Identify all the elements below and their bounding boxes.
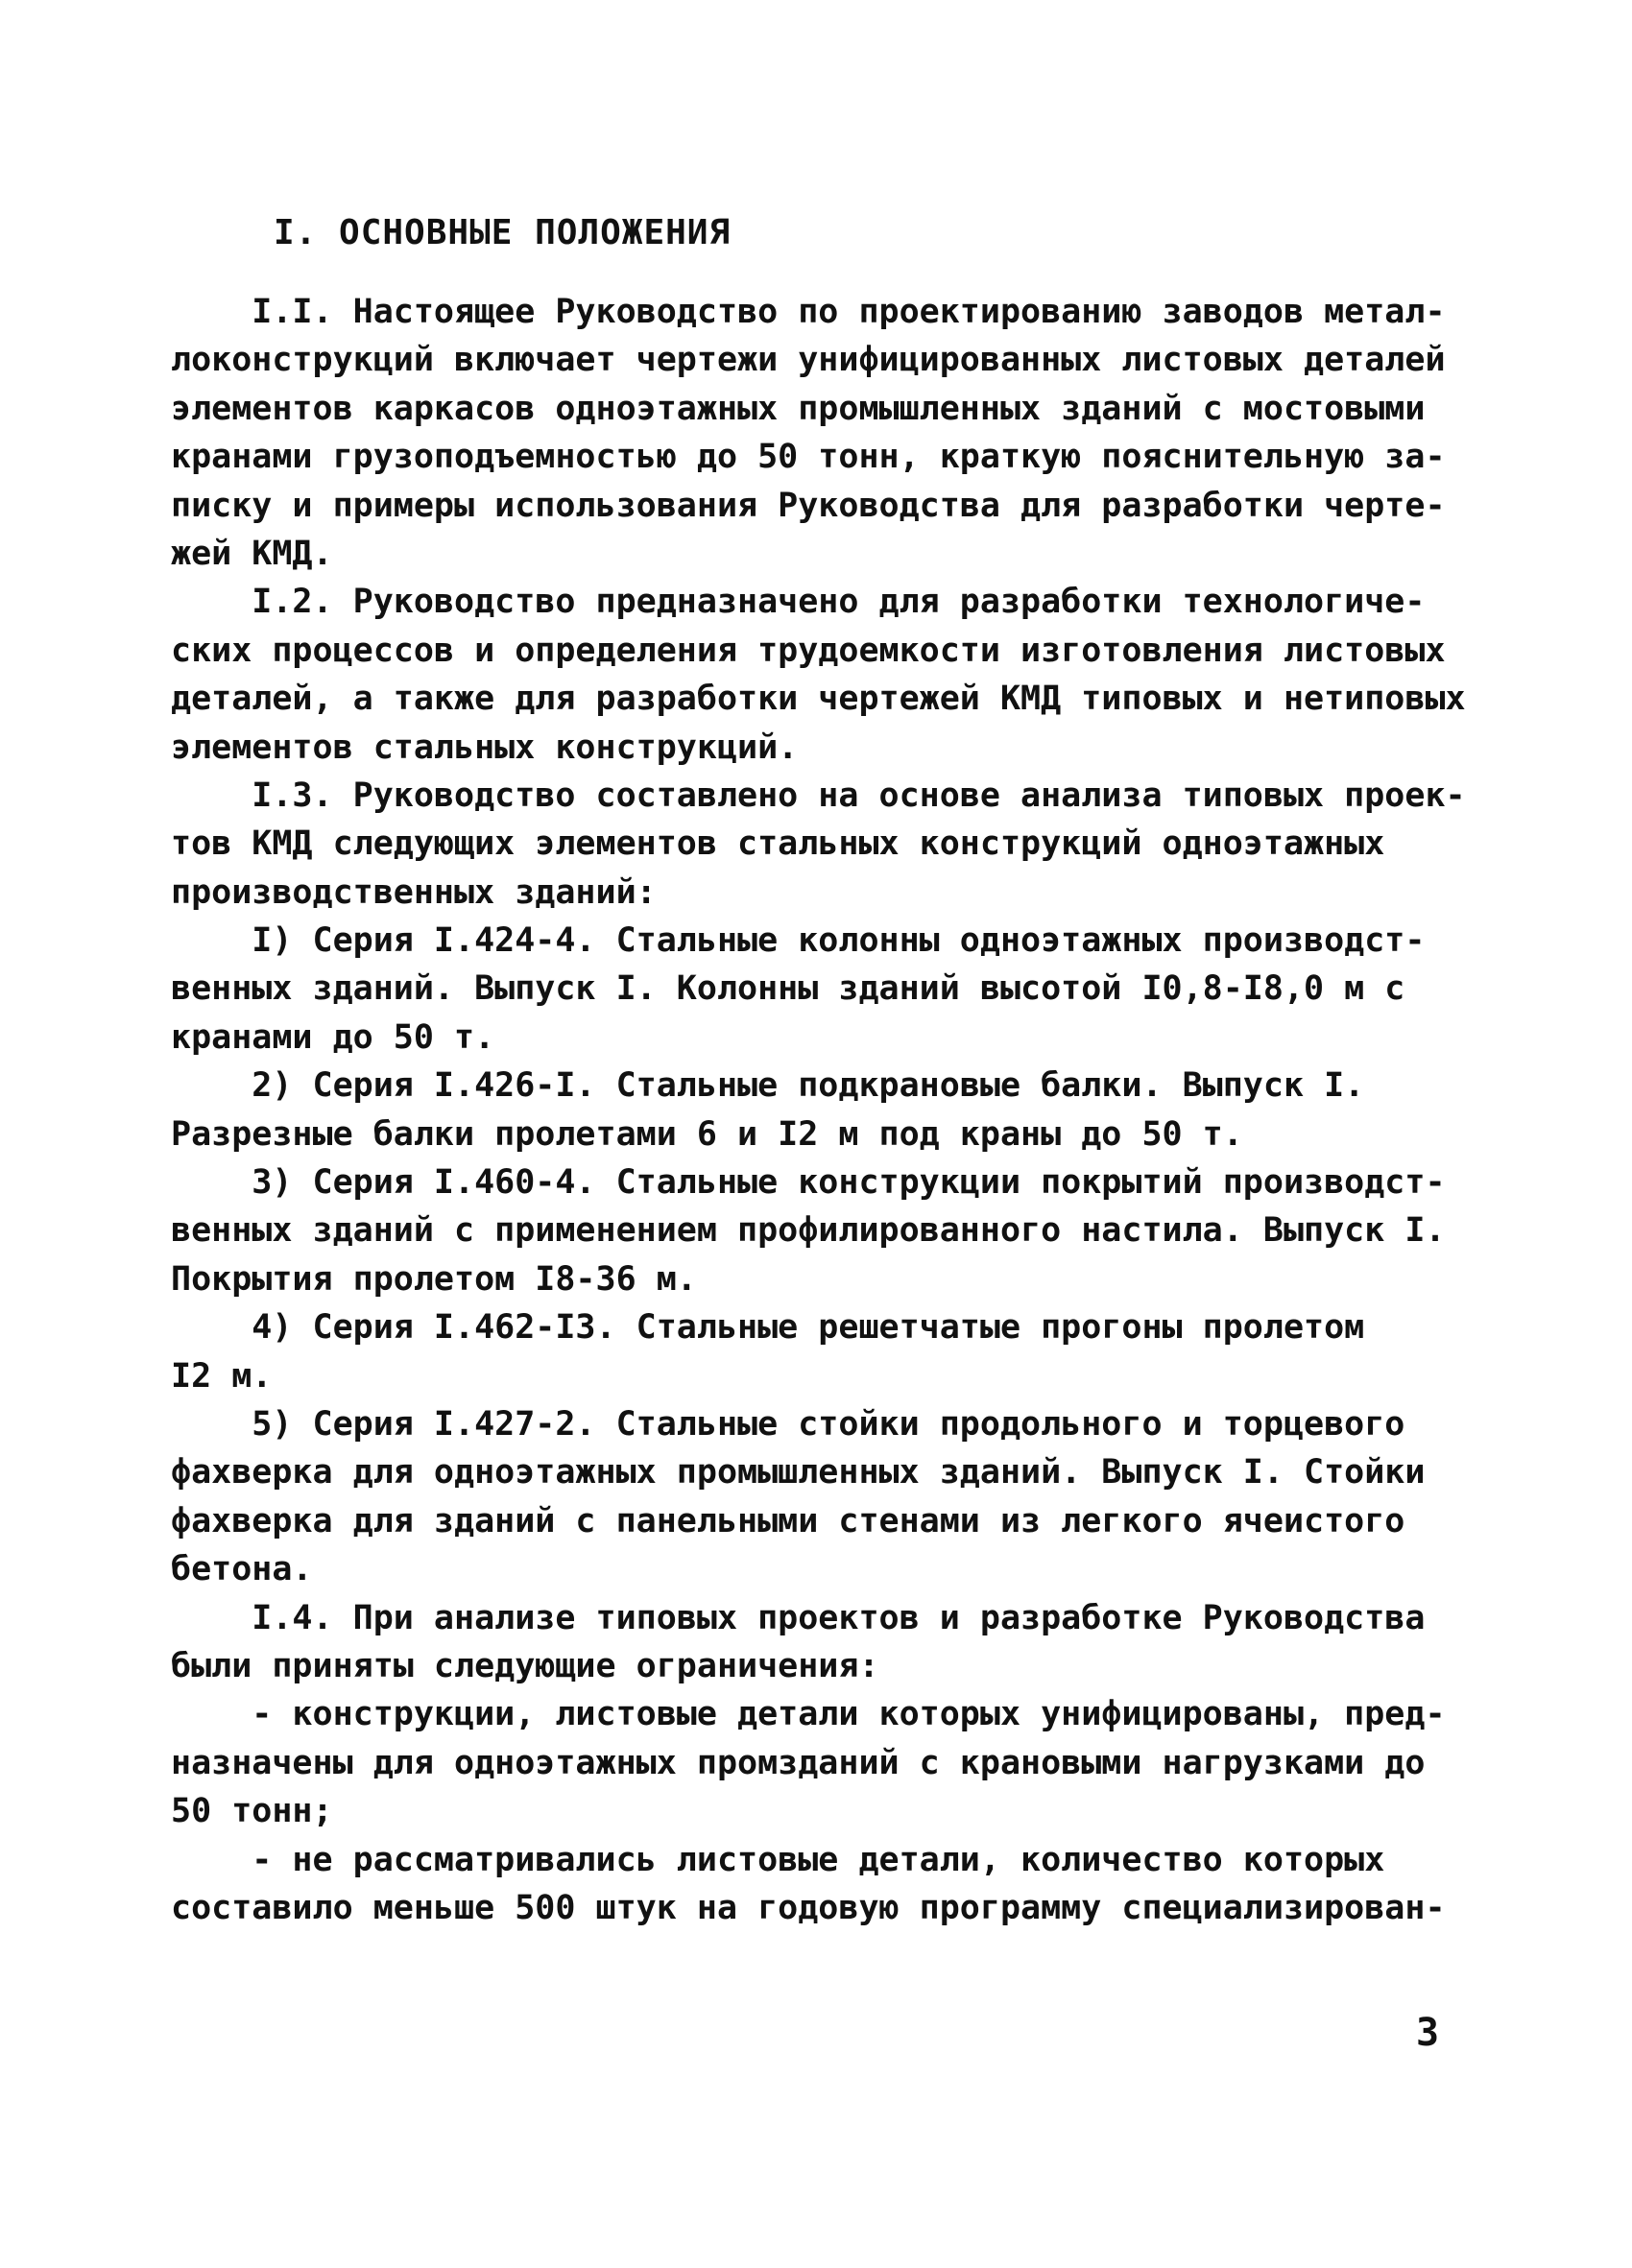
text-line: ских процессов и определения трудоемкости изготовления листовых <box>171 631 1446 670</box>
text-line: I) Серия I.424-4. Стальные колонны одноэтажных производст- <box>171 921 1426 961</box>
text-line: венных зданий с применением профилированного настила. Выпуск I. <box>171 1211 1446 1251</box>
text-line: тов КМД следующих элементов стальных конструкций одноэтажных <box>171 824 1385 864</box>
section-heading: I. ОСНОВНЫЕ ПОЛОЖЕНИЯ <box>274 213 732 252</box>
text-line: I.4. При анализе типовых проектов и разработке Руководства <box>171 1598 1426 1637</box>
text-line: - не рассматривались листовые детали, количество которых <box>171 1840 1385 1879</box>
text-line: составило меньше 500 штук на годовую программу специализирован- <box>171 1888 1446 1927</box>
text-line: кранами грузоподъемностью до 50 тонн, краткую пояснительную за- <box>171 438 1446 477</box>
text-line: I2 м. <box>171 1356 273 1396</box>
text-line: I.I. Настоящее Руководство по проектированию заводов метал- <box>171 293 1446 331</box>
text-line: - конструкции, листовые детали которых унифицированы, пред- <box>171 1695 1446 1734</box>
body-text <box>171 288 1466 1932</box>
text-line: I.2. Руководство предназначено для разработки технологиче- <box>171 583 1426 622</box>
text-line: жей КМД. <box>171 534 333 573</box>
text-line: 3) Серия I.460-4. Стальные конструкции покрытий производст- <box>171 1163 1446 1203</box>
text-line: Покрытия пролетом I8-36 м. <box>171 1259 697 1299</box>
text-line: фахверка для зданий с панельными стенами из легкого ячеистого <box>171 1501 1405 1540</box>
text-line: 2) Серия I.426-I. Стальные подкрановые балки. Выпуск I. <box>171 1066 1365 1106</box>
text-line: венных зданий. Выпуск I. Колонны зданий высотой I0,8-I8,0 м с <box>171 969 1405 1009</box>
text-line: I.3. Руководство составлено на основе анализа типовых проек- <box>171 776 1466 815</box>
text-line: 50 тонн; <box>171 1792 333 1831</box>
text-line: локонструкций включает чертежи унифицированных листовых деталей <box>171 341 1446 380</box>
text-line: были приняты следующие ограничения: <box>171 1646 879 1685</box>
text-line: писку и примеры использования Руководства для разработки черте- <box>171 486 1446 525</box>
text-line: фахверка для одноэтажных промышленных зданий. Выпуск I. Стойки <box>171 1453 1426 1492</box>
text-line: бетона. <box>171 1550 313 1589</box>
text-line: 4) Серия I.462-I3. Стальные решетчатые прогоны пролетом <box>171 1308 1365 1348</box>
text-line: деталей, а также для разработки чертежей КМД типовых и нетиповых <box>171 680 1466 719</box>
text-line: 5) Серия I.427-2. Стальные стойки продольного и торцевого <box>171 1404 1405 1444</box>
text-line: Разрезные балки пролетами 6 и I2 м под краны до 50 т. <box>171 1114 1243 1154</box>
text-line: кранами до 50 т. <box>171 1017 495 1057</box>
text-line: назначены для одноэтажных промзданий с крановыми нагрузками до <box>171 1743 1426 1782</box>
text-line: производственных зданий: <box>171 872 657 912</box>
text-line: элементов стальных конструкций. <box>171 728 799 767</box>
text-line: элементов каркасов одноэтажных промышленных зданий с мостовыми <box>171 389 1426 428</box>
page-number: 3 <box>1416 2011 1440 2055</box>
